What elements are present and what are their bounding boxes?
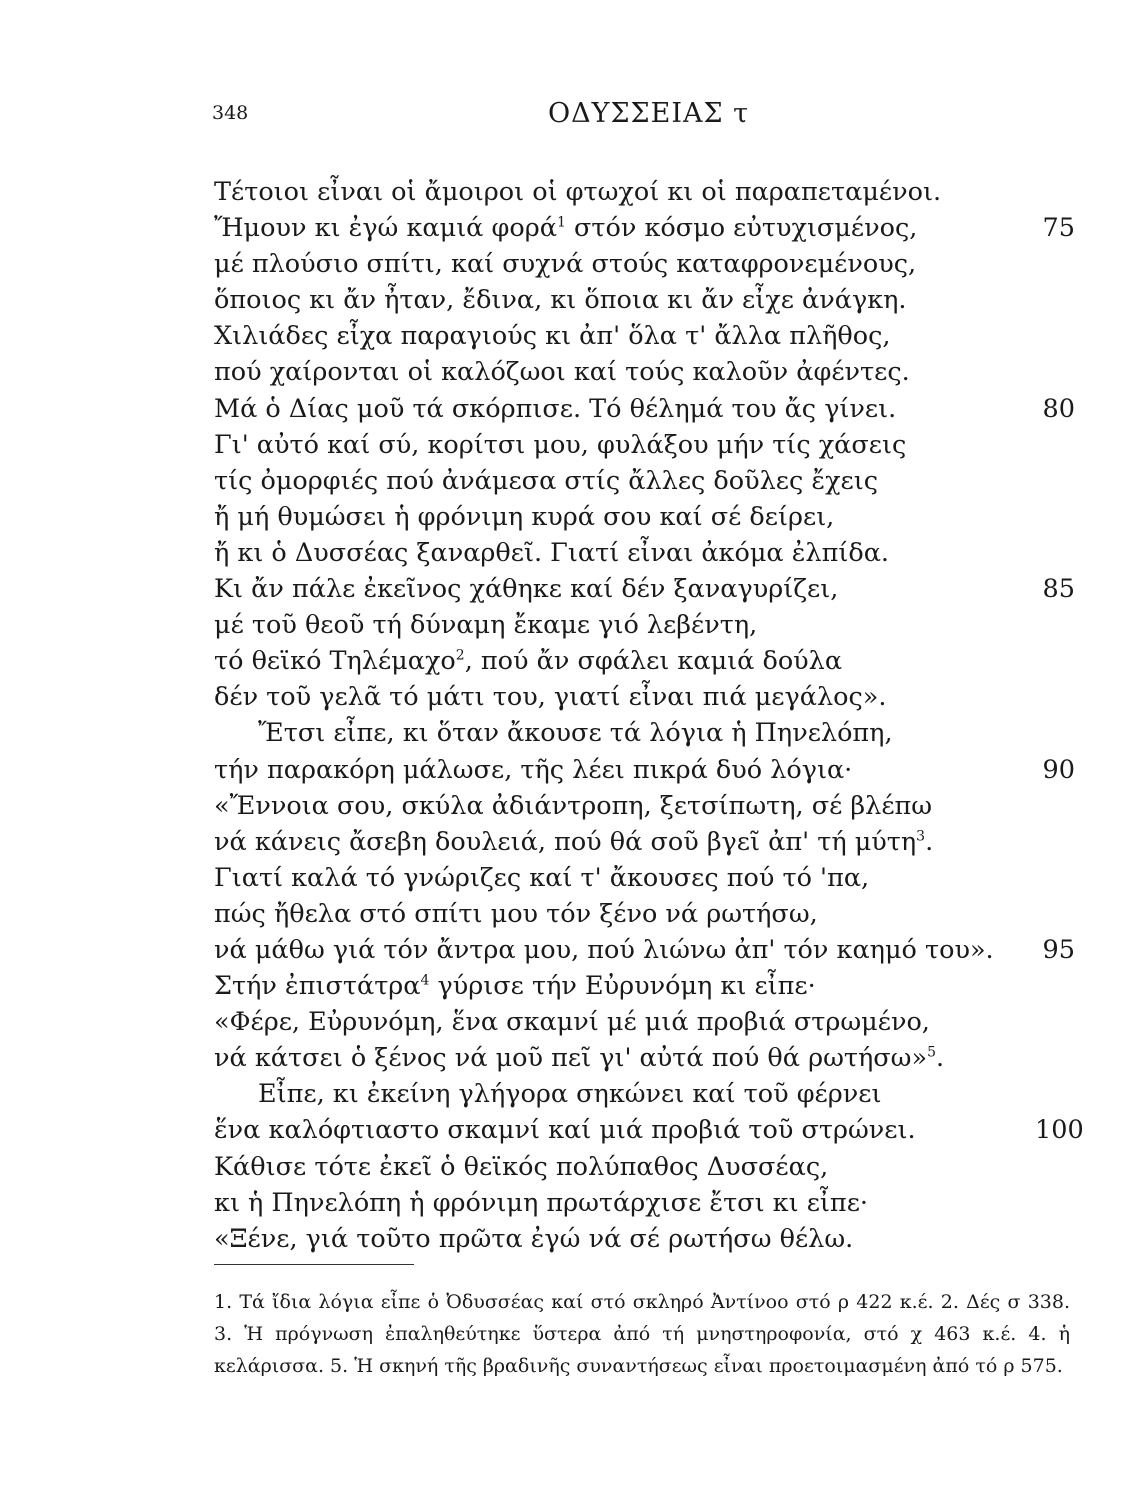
verse-text bbox=[214, 1112, 916, 1148]
verse-text bbox=[214, 535, 889, 571]
verse-text bbox=[214, 932, 994, 968]
verse-text bbox=[214, 1221, 853, 1257]
line-number: 85 bbox=[1042, 574, 1075, 605]
verse-text bbox=[214, 354, 910, 390]
verse-line bbox=[0, 174, 1133, 210]
verse-text-main: Εἶπε, κι ἐκείνη γλήγορα σηκώνει καί τοῦ φέρνει bbox=[258, 1079, 882, 1110]
verse-text-main: ἤ μή θυμώσει ἡ φρόνιμη κυρά σου καί σέ δείρει, bbox=[214, 501, 835, 532]
running-title: ΟΔΥΣΣΕΙΑΣ τ bbox=[548, 98, 750, 129]
verse-text bbox=[214, 968, 816, 1004]
page-number: 348 bbox=[212, 102, 249, 124]
verse-text-main: μέ τοῦ θεοῦ τή δύναμη ἔκαμε γιό λεβέντη, bbox=[214, 610, 758, 641]
verse-text-main: πώς ἤθελα στό σπίτι μου τόν ξένο νά ρωτήσω, bbox=[214, 898, 818, 929]
verse-text bbox=[214, 1004, 930, 1040]
verse-text-main: Κάθισε τότε ἐκεῖ ὁ θεϊκός πολύπαθος Δυσσέας, bbox=[214, 1151, 829, 1182]
footnotes: 1. Τά ἴδια λόγια εἶπε ὁ Ὀδυσσέας καί στό σκληρό Ἀντίνοο στό ρ 422 κ.έ. 2. Δές σ 338. 3. Ἡ πρόγνωση ἐπαληθεύτηκε ὕστερα ἀπό τή μνηστηροφονία, στό χ 463 κ.έ. 4. ἡ κελάρισσα. 5. Ἡ σκηνή τῆς βραδινῆς συναντήσεως εἶναι προετοιμασμένη ἀπό τό ρ 575. bbox=[214, 1291, 1070, 1377]
verse-text bbox=[214, 1149, 828, 1185]
verse-line bbox=[0, 788, 1133, 824]
line-number: 100 bbox=[1035, 1115, 1084, 1146]
verse-text-continued: γύρισε τήν Εὐρυνόμη κι εἶπε· bbox=[429, 971, 816, 1002]
verse-text-main: νά κάτσει ὁ ξένος νά μοῦ πεῖ γι' αὐτά πού θά ρωτήσω» bbox=[214, 1043, 928, 1074]
verse-text-main: Στήν ἐπιστάτρα bbox=[214, 971, 421, 1002]
verse-line bbox=[0, 1040, 1133, 1076]
verse-text-main: τήν παρακόρη μάλωσε, τῆς λέει πικρά δυό λόγια· bbox=[214, 754, 853, 785]
verse-text-main: «Ξένε, γιά τοῦτο πρῶτα ἐγώ νά σέ ρωτήσω θέλω. bbox=[214, 1223, 854, 1254]
verse-text-continued: . bbox=[925, 826, 934, 857]
verse-text-main: μέ πλούσιο σπίτι, καί συχνά στούς καταφρονεμένους, bbox=[214, 249, 917, 280]
verse-line bbox=[0, 391, 1133, 427]
verse-line bbox=[0, 1112, 1133, 1148]
footnote-marker: 3 bbox=[916, 828, 926, 845]
line-number: 80 bbox=[1042, 393, 1075, 424]
verse-text bbox=[214, 1040, 944, 1076]
verse-text bbox=[214, 860, 869, 896]
verse-text-continued: στόν κόσμο εὐτυχισμένος, bbox=[565, 213, 918, 244]
footnote-marker: 4 bbox=[420, 972, 430, 989]
verse-text-main: νά κάνεις ἄσεβη δουλειά, πού θά σοῦ βγεῖ ἀπ' τή μύτη bbox=[214, 826, 917, 857]
verse-line bbox=[0, 715, 1133, 751]
verse-text-main: «Ἔννοια σου, σκύλα ἀδιάντροπη, ξετσίπωτη, σέ βλέπω bbox=[214, 790, 933, 821]
verse-line bbox=[0, 1076, 1133, 1112]
verse-line bbox=[0, 210, 1133, 246]
verse-text bbox=[214, 607, 757, 643]
verse-text-main: δέν τοῦ γελᾶ τό μάτι του, γιατί εἶναι πιά μεγάλος». bbox=[214, 682, 887, 713]
verse-line bbox=[0, 499, 1133, 535]
verse-text bbox=[214, 246, 916, 282]
verse-line bbox=[0, 1221, 1133, 1257]
verse-text-main: ἕνα καλόφτιαστο σκαμνί καί μιά προβιά τοῦ στρώνει. bbox=[214, 1115, 916, 1146]
verse-text bbox=[214, 174, 941, 210]
verse-text-main: πού χαίρονται οἱ καλόζωοι καί τούς καλοῦν ἀφέντες. bbox=[214, 357, 910, 388]
footnote-marker: 2 bbox=[455, 647, 465, 664]
page-header bbox=[0, 98, 1133, 138]
verse-text bbox=[258, 715, 893, 751]
verse-text bbox=[214, 210, 917, 246]
verse-text-main: Γιατί καλά τό γνώριζες καί τ' ἄκουσες πού τό 'πα, bbox=[214, 862, 870, 893]
verse-line bbox=[0, 354, 1133, 390]
verse-text-main: τό θεϊκό Τηλέμαχο bbox=[214, 646, 456, 677]
verse-line bbox=[0, 607, 1133, 643]
verse-line bbox=[0, 752, 1133, 788]
verse-text bbox=[214, 896, 818, 932]
verse-line bbox=[0, 246, 1133, 282]
verse-text bbox=[214, 318, 891, 354]
verse-line bbox=[0, 318, 1133, 354]
verse-text bbox=[214, 752, 852, 788]
line-number: 95 bbox=[1042, 934, 1075, 965]
verse-text bbox=[214, 427, 906, 463]
verse-line bbox=[0, 571, 1133, 607]
verse-line bbox=[0, 1004, 1133, 1040]
line-number: 90 bbox=[1042, 754, 1075, 785]
verse-line bbox=[0, 282, 1133, 318]
verse-text bbox=[214, 571, 838, 607]
verse-line bbox=[0, 535, 1133, 571]
verse-text bbox=[214, 499, 834, 535]
verse-text bbox=[214, 1185, 868, 1221]
line-number: 75 bbox=[1042, 213, 1075, 244]
verse-text-main: τίς ὀμορφιές πού ἀνάμεσα στίς ἄλλες δοῦλες ἔχεις bbox=[214, 465, 879, 496]
verse-text-main: Ἔτσι εἶπε, κι ὅταν ἄκουσε τά λόγια ἡ Πηνελόπη, bbox=[258, 718, 893, 749]
verse-line bbox=[0, 463, 1133, 499]
verse-text bbox=[214, 391, 896, 427]
verse-text-main: Κι ἄν πάλε ἐκεῖνος χάθηκε καί δέν ξαναγυρίζει, bbox=[214, 574, 839, 605]
verse-text-main: Ἤμουν κι ἐγώ καμιά φορά bbox=[214, 213, 557, 244]
verse-text bbox=[214, 463, 878, 499]
verse-text bbox=[214, 824, 933, 860]
verse-text bbox=[214, 643, 842, 679]
verse-text-main: ὅποιος κι ἄν ἦταν, ἔδινα, κι ὅποια κι ἄν εἶχε ἀνάγκη. bbox=[214, 285, 907, 316]
verse-text-main: ἤ κι ὁ Δυσσέας ξαναρθεῖ. Γιατί εἶναι ἀκόμα ἐλπίδα. bbox=[214, 537, 890, 568]
verse-text bbox=[214, 282, 907, 318]
verse-text-main: Μά ὁ Δίας μοῦ τά σκόρπισε. Τό θέλημά του ἄς γίνει. bbox=[214, 393, 897, 424]
verse-text-main: Τέτοιοι εἶναι οἱ ἄμοιροι οἱ φτωχοί κι οἱ παραπεταμένοι. bbox=[214, 177, 942, 207]
verse-block bbox=[0, 174, 1133, 1257]
footnote-marker: 1 bbox=[556, 214, 566, 231]
footnote-divider bbox=[214, 1264, 414, 1265]
verse-line bbox=[0, 1185, 1133, 1221]
verse-line bbox=[0, 427, 1133, 463]
verse-line bbox=[0, 824, 1133, 860]
verse-line bbox=[0, 860, 1133, 896]
verse-text-main: νά μάθω γιά τόν ἄντρα μου, πού λιώνω ἀπ' τόν καημό του». bbox=[214, 934, 994, 965]
verse-text-main: Χιλιάδες εἶχα παραγιούς κι ἀπ' ὅλα τ' ἄλλα πλῆθος, bbox=[214, 321, 891, 352]
verse-text-main: Γι' αὐτό καί σύ, κορίτσι μου, φυλάξου μήν τίς χάσεις bbox=[214, 429, 907, 460]
verse-text-main: «Φέρε, Εὐρυνόμη, ἕνα σκαμνί μέ μιά προβιά στρωμένο, bbox=[214, 1007, 930, 1038]
verse-text-main: κι ἡ Πηνελόπη ἡ φρόνιμη πρωτάρχισε ἔτσι κι εἶπε· bbox=[214, 1187, 869, 1218]
verse-text-continued: , πού ἄν σφάλει καμιά δούλα bbox=[464, 646, 843, 677]
verse-text bbox=[258, 1076, 881, 1112]
verse-line bbox=[0, 643, 1133, 679]
verse-line bbox=[0, 932, 1133, 968]
verse-text bbox=[214, 679, 886, 715]
verse-text bbox=[214, 788, 932, 824]
verse-text-continued: . bbox=[936, 1043, 945, 1074]
verse-line bbox=[0, 679, 1133, 715]
verse-line bbox=[0, 968, 1133, 1004]
verse-line bbox=[0, 1149, 1133, 1185]
verse-line bbox=[0, 896, 1133, 932]
footnote-marker: 5 bbox=[927, 1044, 937, 1061]
